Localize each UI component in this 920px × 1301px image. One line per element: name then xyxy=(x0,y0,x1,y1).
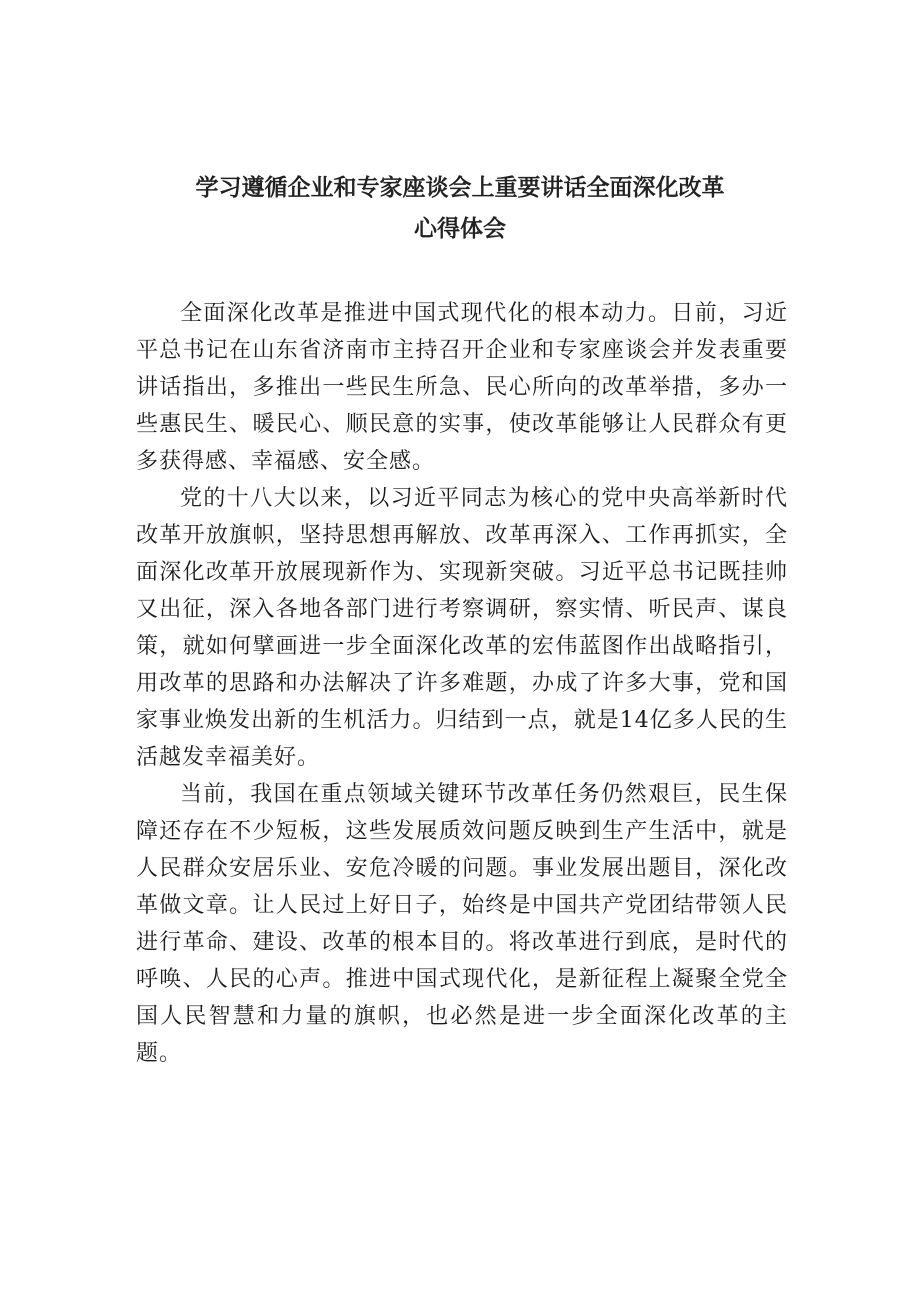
title-line-1: 学习遵循企业和专家座谈会上重要讲话全面深化改革 xyxy=(195,175,725,201)
document-body xyxy=(136,295,788,1072)
paragraph-1: 全面深化改革是推进中国式现代化的根本动力。日前，习近平总书记在山东省济南市主持召开企业和专家座谈会并发表重要讲话指出，多推出一些民生所急、民心所向的改革举措，多办一些惠民生、暖民心、顺民意的实事，使改革能够让人民群众有更多获得感、幸福感、安全感。 xyxy=(136,301,788,474)
title-line-2: 心得体会 xyxy=(414,216,506,242)
document-title xyxy=(0,168,920,250)
paragraph-2: 党的十八大以来，以习近平同志为核心的党中央高举新时代改革开放旗帜，坚持思想再解放、改革再深入、工作再抓实，全面深化改革开放展现新作为、实现新突破。习近平总书记既挂帅又出征，深入各地各部门进行考察调研，察实情、听民声、谋良策，就如何擘画进一步全面深化改革的宏伟蓝图作出战略指引，用改革的思路和办法解决了许多难题，办成了许多大事，党和国家事业焕发出新的生机活力。归结到一点，就是14亿多人民的生活越发幸福美好。 xyxy=(136,486,788,770)
paragraph-3: 当前，我国在重点领域关键环节改革任务仍然艰巨，民生保障还存在不少短板，这些发展质效问题反映到生产生活中，就是人民群众安居乐业、安危冷暖的问题。事业发展出题目，深化改革做文章。让人民过上好日子，始终是中国共产党团结带领人民进行革命、建设、改革的根本目的。将改革进行到底，是时代的呼唤、人民的心声。推进中国式现代化，是新征程上凝聚全党全国人民智慧和力量的旗帜，也必然是进一步全面深化改革的主题。 xyxy=(136,782,788,1066)
